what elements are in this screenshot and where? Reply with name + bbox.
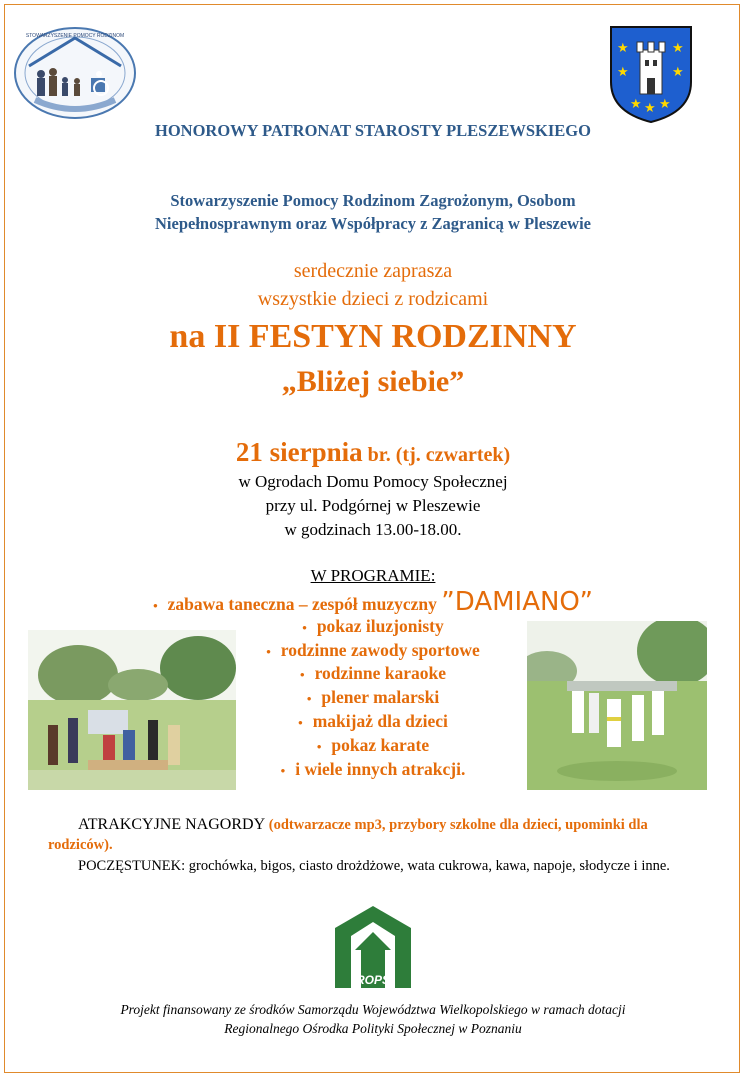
invitation-line-1: serdecznie zaprasza: [293, 260, 453, 282]
rops-logo-text: ROPS: [355, 973, 391, 987]
program-item: [0, 615, 746, 639]
band-name: ”DAMIANO”: [441, 587, 593, 617]
program-item-text: pokaz karate: [331, 734, 430, 755]
footer-line-1: Projekt finansowany ze środków Samorządu Województwa Wielkopolskiego w ramach dotacji: [120, 1002, 626, 1017]
program-item-text: i wiele innych atrakcji.: [295, 758, 466, 779]
program-item: [0, 710, 746, 734]
event-date-day: 21 sierpnia: [235, 437, 363, 467]
bullet: •: [300, 667, 305, 683]
bullet: •: [306, 691, 312, 707]
svg-text:★: ★: [630, 97, 642, 112]
program-item-text: makijaż dla dzieci: [312, 710, 448, 731]
program-item-text: rodzinne karaoke: [314, 663, 446, 684]
bullet: •: [302, 619, 307, 635]
program-item-text: pokaz iluzjonisty: [316, 615, 444, 636]
program-title: W PROGRAMIE:: [310, 566, 436, 585]
rops-logo: [335, 906, 411, 988]
svg-text:★: ★: [617, 41, 629, 56]
svg-text:★: ★: [644, 101, 656, 116]
program-item: [0, 662, 746, 686]
program-item-text: rodzinne zawody sportowe: [280, 639, 480, 660]
program-item-text: zabawa taneczna – zespół muzyczny: [167, 594, 442, 614]
bullet: •: [266, 643, 271, 659]
prizes-note: (odtwarzacze mp3, przybory szkolne dla dzieci, upominki dla rodziców).: [48, 817, 648, 853]
prizes-label: ATRAKCYJNE NAGORDY: [78, 816, 266, 833]
association-logo: [13, 26, 138, 120]
svg-text:★: ★: [659, 97, 671, 112]
svg-text:★: ★: [672, 65, 684, 80]
invitation-line-2: wszystkie dzieci z rodzicami: [257, 288, 489, 310]
event-date: [0, 437, 746, 468]
event-title: na II FESTYN RODZINNY: [169, 318, 577, 355]
organization-name-line-1: Stowarzyszenie Pomocy Rodzinom Zagrożonym, Osobom: [170, 191, 576, 210]
logo-text: STOWARZYSZENIE POMOCY RODZINOM: [25, 33, 125, 39]
program-list: [0, 587, 746, 781]
svg-text:★: ★: [672, 41, 684, 56]
event-hours: w godzinach 13.00-18.00.: [284, 520, 462, 539]
event-date-suffix: br. (tj. czwartek): [362, 444, 511, 466]
footer-line-2: Regionalnego Ośrodka Polityki Społecznej w Poznaniu: [224, 1021, 522, 1036]
program-item-text: plener malarski: [321, 687, 440, 708]
program-item: [0, 758, 746, 782]
event-place-line-1: w Ogrodach Domu Pomocy Społecznej: [238, 472, 508, 491]
bullet: •: [280, 762, 286, 778]
program-item: [0, 734, 746, 758]
bullet: •: [316, 738, 322, 754]
event-motto: „Bliżej siebie”: [281, 365, 465, 398]
program-item: [0, 639, 746, 663]
bullet: •: [153, 598, 158, 613]
prizes-paragraph: [48, 815, 698, 855]
program-item: [0, 686, 746, 710]
program-item: [0, 587, 746, 617]
patronage-heading: HONOROWY PATRONAT STAROSTY PLESZEWSKIEGO: [155, 121, 591, 140]
svg-text:★: ★: [617, 65, 629, 80]
county-coat-of-arms: [608, 24, 694, 124]
event-place-line-2: przy ul. Podgórnej w Pleszewie: [265, 496, 481, 515]
organization-name-line-2: Niepełnosprawnym oraz Współpracy z Zagranicą w Pleszewie: [155, 214, 591, 233]
bullet: •: [298, 714, 303, 730]
refreshments-paragraph: POCZĘSTUNEK: grochówka, bigos, ciasto drożdżowe, wata cukrowa, kawa, napoje, słodycze i inne.: [78, 858, 670, 874]
